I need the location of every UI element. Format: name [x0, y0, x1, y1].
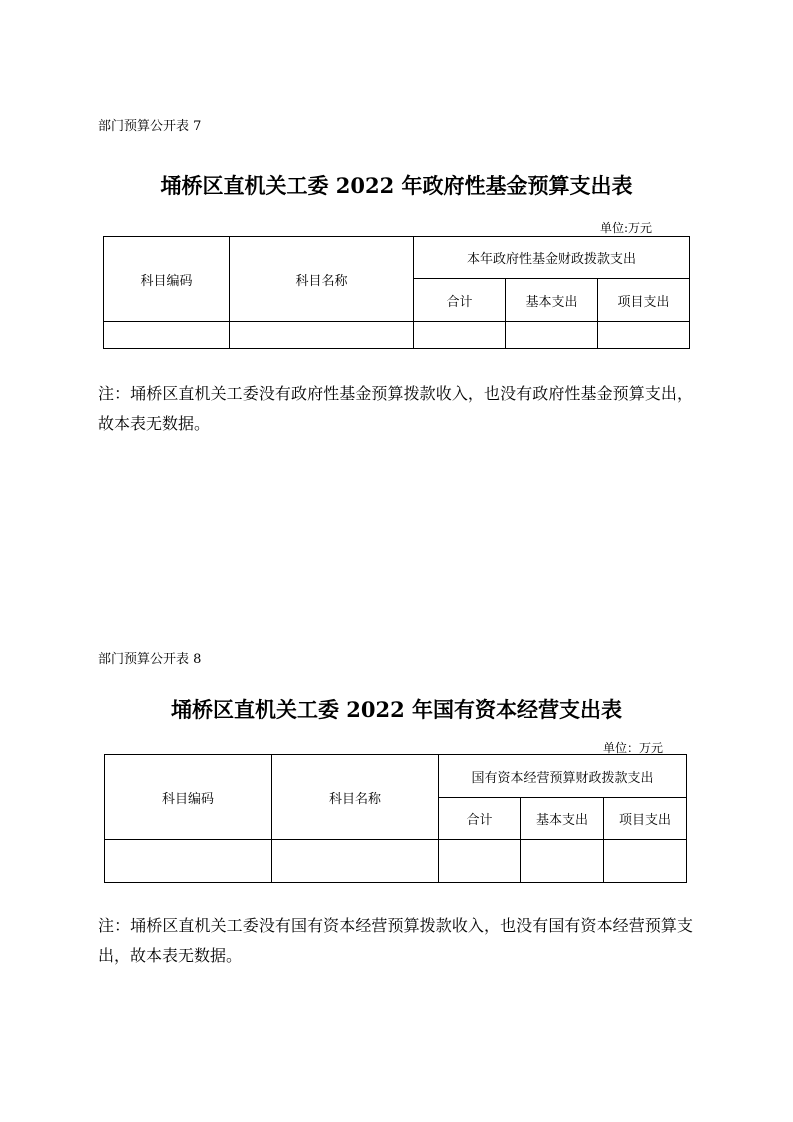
header-subject-code: 科目编码: [104, 237, 230, 322]
table-row: [104, 322, 690, 349]
table-cell: [598, 322, 690, 349]
unit-label: 单位:万元: [600, 221, 653, 235]
table-cell: [521, 840, 604, 883]
header-project-expenditure: 项目支出: [598, 279, 690, 322]
header-basic-expenditure: 基本支出: [506, 279, 598, 322]
page-title: 埇桥区直机关工委 2022 年国有资本经营支出表: [170, 697, 623, 722]
header-basic-expenditure: 基本支出: [521, 798, 604, 840]
table-cell: [604, 840, 687, 883]
table-caption: 部门预算公开表 8: [98, 652, 202, 667]
table-cell: [230, 322, 414, 349]
header-total: 合计: [414, 279, 506, 322]
header-group: 本年政府性基金财政拨款支出: [414, 237, 690, 279]
unit-label: 单位：万元: [603, 741, 664, 755]
table-cell: [439, 840, 521, 883]
header-subject-name: 科目名称: [230, 237, 414, 322]
header-subject-code: 科目编码: [105, 755, 272, 840]
budget-table: [103, 236, 690, 349]
header-group: 国有资本经营预算财政拨款支出: [439, 755, 687, 798]
page-title: 埇桥区直机关工委 2022 年政府性基金预算支出表: [160, 173, 633, 198]
header-project-expenditure: 项目支出: [604, 798, 687, 840]
table-cell: [506, 322, 598, 349]
header-total: 合计: [439, 798, 521, 840]
table-cell: [272, 840, 439, 883]
table-row: [105, 840, 687, 883]
table-cell: [105, 840, 272, 883]
note-text: 注：埇桥区直机关工委没有政府性基金预算拨款收入，也没有政府性基金预算支出，故本表无数据。: [98, 384, 693, 433]
table-cell: [104, 322, 230, 349]
header-subject-name: 科目名称: [272, 755, 439, 840]
budget-table: [104, 754, 687, 883]
table-cell: [414, 322, 506, 349]
table-caption: 部门预算公开表 7: [98, 119, 202, 134]
note-text: 注：埇桥区直机关工委没有国有资本经营预算拨款收入，也没有国有资本经营预算支出，故本表无数据。: [98, 916, 693, 965]
